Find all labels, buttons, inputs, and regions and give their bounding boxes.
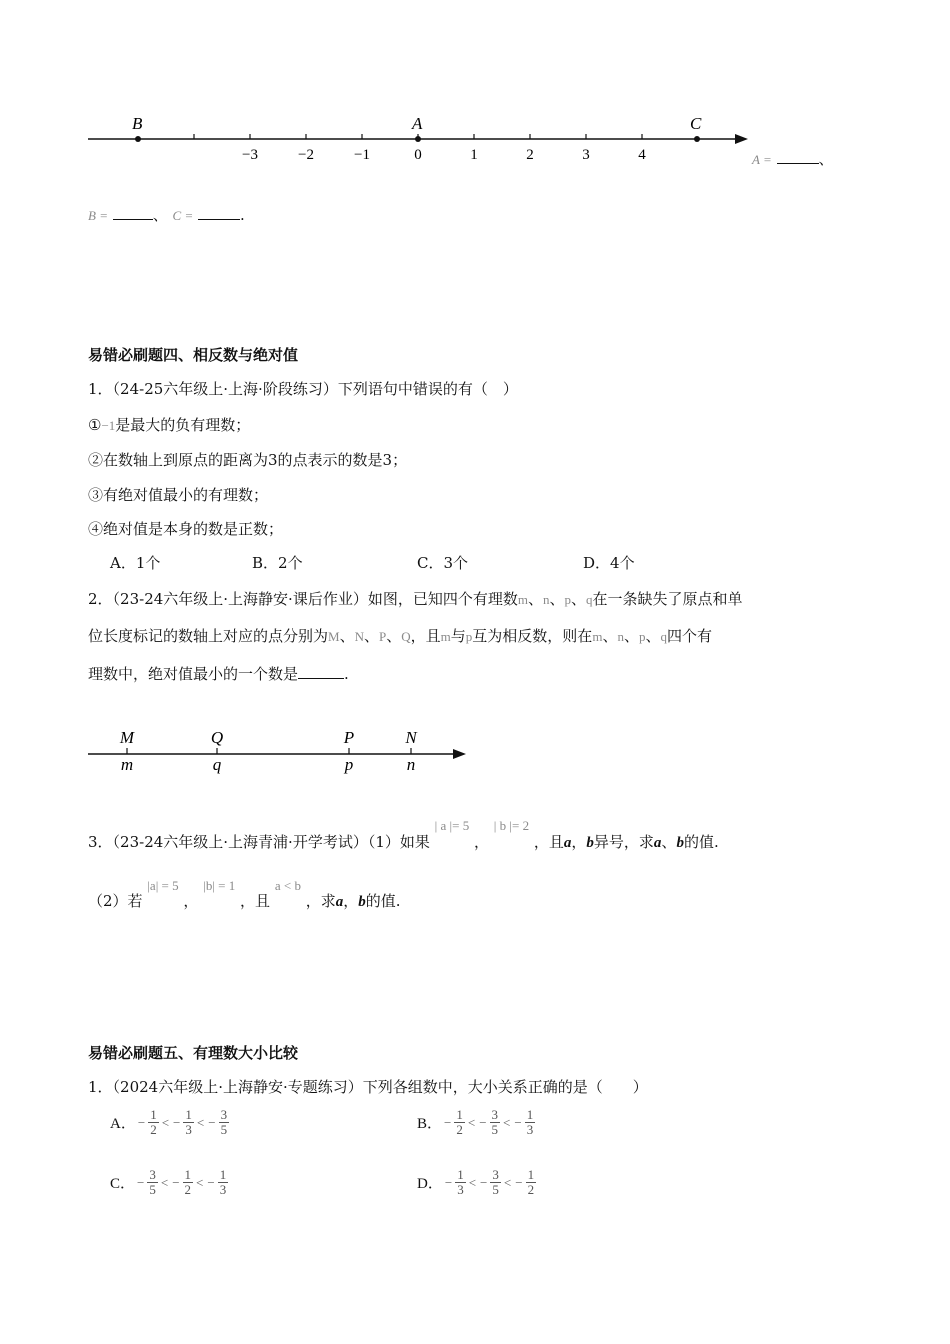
s4-q1-option-d[interactable]: D．4个 — [583, 554, 635, 572]
minus-sign: − — [479, 1114, 487, 1130]
less-than-sign: < — [161, 1114, 170, 1130]
s4-q1-option-a[interactable]: A．1个 — [110, 554, 161, 572]
point-a-dot — [415, 136, 421, 142]
s5-q1-option-a[interactable] — [110, 1108, 230, 1137]
point-label-upper: N — [405, 728, 417, 747]
section-5-title: 易错必刷题五、有理数大小比较 — [88, 1044, 299, 1062]
number-line-2-ticks — [119, 728, 418, 774]
tick-label: 0 — [414, 147, 422, 163]
answer-b-blank[interactable] — [113, 207, 153, 220]
point-label-upper: M — [119, 728, 135, 747]
point-c-dot — [694, 136, 700, 142]
fraction: $\frac{1}{3}$ — [219, 1167, 227, 1197]
point-label-lower: n — [406, 755, 416, 774]
less-than-sign: < — [196, 1114, 205, 1130]
tick-label: 2 — [526, 147, 534, 163]
tick-label: 3 — [582, 147, 590, 163]
fraction: $\frac{3}{5}$ — [492, 1167, 499, 1197]
s4-q3-line-2: （2）若 |a| = 5 ， |b| = 1 ，且 a < b ，求a，b的值. — [88, 878, 401, 910]
point-c-label: C — [690, 114, 702, 133]
minus-sign: − — [137, 1174, 145, 1190]
minus-sign: − — [444, 1114, 452, 1130]
fraction: $\frac{3}{5}$ — [491, 1107, 499, 1137]
fraction: $\frac{1}{2}$ — [456, 1107, 463, 1137]
s4-q1-option-b[interactable]: B．2个 — [252, 554, 303, 572]
number-line-2 — [80, 722, 480, 782]
minus-sign: − — [207, 1174, 215, 1190]
answer-c-blank[interactable] — [198, 207, 240, 220]
fraction: $\frac{1}{2}$ — [527, 1167, 535, 1197]
fraction: $\frac{1}{3}$ — [185, 1107, 192, 1137]
point-label-upper: P — [343, 728, 355, 747]
minus-sign: − — [480, 1174, 488, 1190]
less-than-sign: < — [468, 1174, 477, 1190]
answer-c-label: C = — [172, 208, 194, 223]
tick-label: −3 — [242, 147, 258, 163]
fraction: $\frac{1}{3}$ — [526, 1107, 534, 1137]
minus-sign: − — [515, 1174, 523, 1190]
less-than-sign: < — [160, 1174, 169, 1190]
sep-2: 、 — [152, 206, 168, 224]
s5-q1-option-d[interactable] — [417, 1168, 537, 1197]
number-line-1 — [80, 105, 770, 175]
answer-a-label: A = — [752, 152, 772, 167]
fraction: $\frac{1}{2}$ — [150, 1107, 157, 1137]
s4-q2-line-2: 位长度标记的数轴上对应的点分别为M、N、P、Q，且m与p互为相反数，则在m、n、p、q四个有 — [88, 627, 712, 645]
less-than-sign: < — [467, 1114, 476, 1130]
answer-a-blank[interactable] — [777, 151, 819, 164]
s4-q1-option-c[interactable]: C．3个 — [417, 554, 469, 572]
s5-q1-option-c[interactable] — [110, 1168, 229, 1197]
s4-q3-line-1: 3．（23-24六年级上·上海青浦·开学考试）（1）如果 | a |= 5 ， | b |= 2 ，且a，b异号，求a、b的值. — [88, 818, 719, 851]
option-label: A． — [110, 1116, 136, 1132]
minus-sign: − — [514, 1114, 522, 1130]
option-label: C． — [110, 1176, 136, 1192]
less-than-sign: < — [196, 1174, 204, 1190]
answer-bc-line — [88, 204, 245, 225]
fraction: $\frac{3}{5}$ — [220, 1107, 228, 1137]
fraction: $\frac{1}{2}$ — [184, 1167, 192, 1197]
minus-sign: − — [137, 1114, 146, 1130]
answer-a-line — [752, 148, 834, 169]
option-label: D． — [417, 1176, 443, 1192]
tick-label: 4 — [638, 147, 646, 163]
s4-q2-blank[interactable] — [298, 666, 344, 679]
fraction: $\frac{3}{5}$ — [149, 1167, 156, 1197]
section-4-title: 易错必刷题四、相反数与绝对值 — [88, 346, 299, 364]
minus-sign: − — [173, 1114, 181, 1130]
s5-q1-option-b[interactable] — [417, 1108, 536, 1137]
s4-q1-item-1: ①−1是最大的负有理数； — [88, 416, 251, 434]
point-label-lower: q — [212, 755, 222, 774]
point-label-lower: m — [120, 755, 134, 774]
minus-sign: − — [208, 1114, 216, 1130]
s4-q2-line-1: 2．（23-24六年级上·上海静安·课后作业）如图，已知四个有理数m、n、p、q在一条缺失了原点和单 — [88, 590, 743, 608]
point-b-dot — [135, 136, 141, 142]
end-dot: . — [240, 206, 245, 224]
tick-label: 1 — [470, 147, 478, 163]
option-label: B． — [417, 1116, 443, 1132]
tick-label: −1 — [354, 147, 370, 163]
less-than-sign: < — [503, 1174, 512, 1190]
point-a-label: A — [412, 114, 423, 133]
sep-1: 、 — [818, 150, 834, 168]
s5-q1-stem: 1．（2024六年级上·上海静安·专题练习）下列各组数中，大小关系正确的是（ ） — [88, 1078, 648, 1096]
minus-sign: − — [172, 1174, 180, 1190]
minus-sign: − — [444, 1174, 453, 1190]
s4-q2-line-3: 理数中，绝对值最小的一个数是 . — [88, 665, 349, 683]
tick-label: −2 — [298, 147, 314, 163]
point-label-lower: p — [344, 755, 354, 774]
point-b-label: B — [132, 114, 143, 133]
answer-b-label: B = — [88, 208, 108, 223]
fraction: $\frac{1}{3}$ — [457, 1167, 464, 1197]
less-than-sign: < — [503, 1114, 511, 1130]
point-label-upper: Q — [210, 728, 224, 747]
s4-q1-stem: 1．（24-25六年级上·上海·阶段练习）下列语句中错误的有（ ） — [88, 380, 518, 398]
s4-q1-item-2: ②在数轴上到原点的距离为3的点表示的数是3； — [88, 451, 408, 469]
s4-q1-item-4: ④绝对值是本身的数是正数； — [88, 520, 284, 538]
s4-q1-item-3: ③有绝对值最小的有理数； — [88, 486, 269, 504]
